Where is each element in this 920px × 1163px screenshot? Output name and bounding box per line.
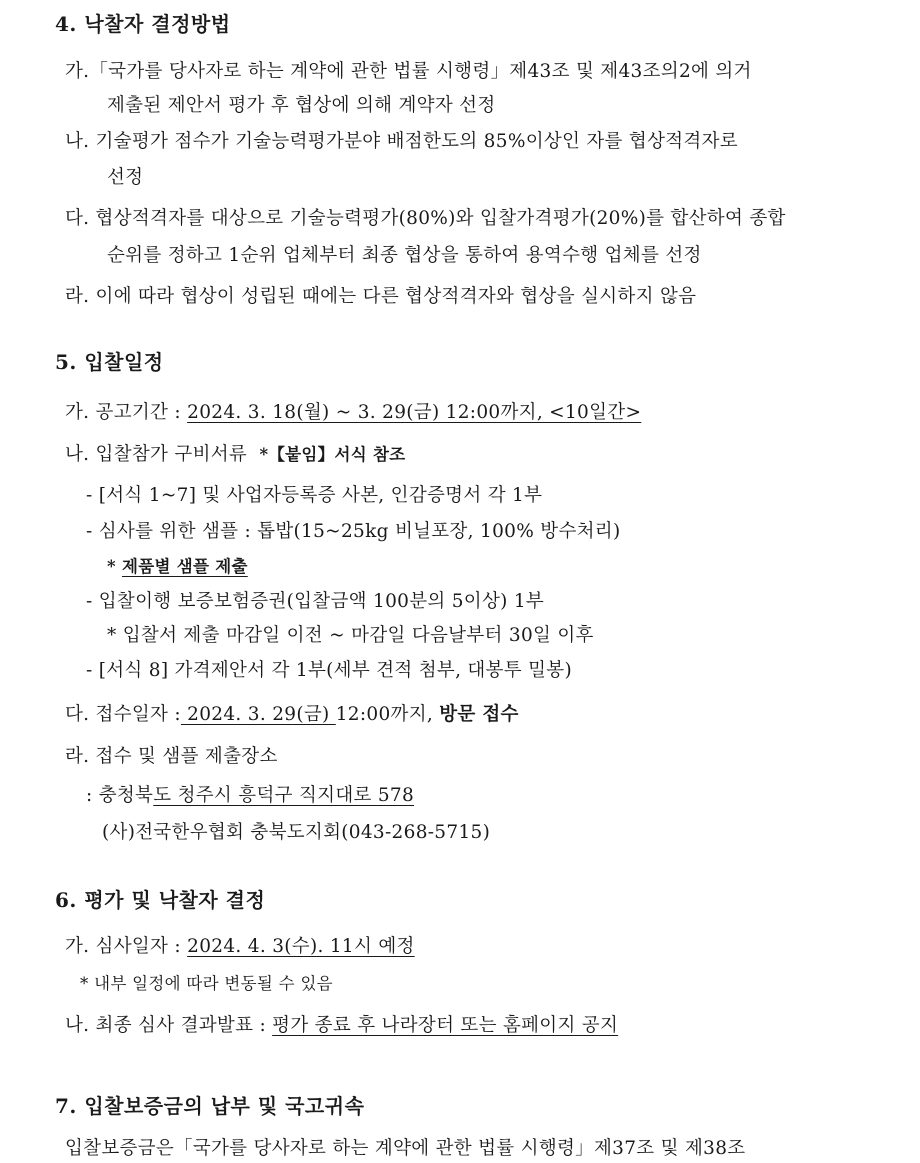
section-5-item-ra: 라. 접수 및 샘플 제출장소 xyxy=(65,746,278,767)
section-6-item-na xyxy=(65,1011,618,1037)
note-star: * xyxy=(107,557,122,576)
address-prefix: : 충청북 xyxy=(86,785,154,806)
section-4-item-da-line1: 다. 협상적격자를 대상으로 기술능력평가(80%)와 입찰가격평가(20%)를 합산하여 종합 xyxy=(65,208,786,229)
announcement-period-value: 2024. 3. 18(월) ~ 3. 29(금) 12:00까지, <10일간> xyxy=(187,402,642,423)
section-5-item-ga xyxy=(65,398,641,424)
receipt-time: 12:00까지, xyxy=(335,704,440,725)
review-date-label: 가. 심사일자 : xyxy=(65,936,188,957)
review-date-value: 2024. 4. 3(수). 11시 예정 xyxy=(187,936,415,957)
document-item-3: - 입찰이행 보증보험증권(입찰금액 100분의 5이상) 1부 xyxy=(86,591,545,612)
required-documents-note: *【붙임】서식 참조 xyxy=(259,445,406,464)
announcement-period-label: 가. 공고기간 : xyxy=(65,402,188,423)
section-5-title: 5. 입찰일정 xyxy=(55,350,164,374)
section-5-item-da xyxy=(65,700,519,726)
document-item-4: - [서식 8] 가격제안서 각 1부(세부 견적 첨부, 대봉투 밀봉) xyxy=(86,660,572,681)
sample-submission-note: 제품별 샘플 제출 xyxy=(121,557,248,576)
section-4-item-ga-line2: 제출된 제안서 평가 후 협상에 의해 계약자 선정 xyxy=(107,95,496,116)
document-item-2: - 심사를 위한 샘플 : 톱밥(15~25kg 비닐포장, 100% 방수처리) xyxy=(86,521,621,542)
section-6-title: 6. 평가 및 낙찰자 결정 xyxy=(55,888,266,912)
section-4-title: 4. 낙찰자 결정방법 xyxy=(55,12,231,36)
result-announcement-value: 평가 종료 후 나라장터 또는 홈페이지 공지 xyxy=(272,1015,619,1036)
section-4-item-ga-line1: 가.「국가를 당사자로 하는 계약에 관한 법률 시행령」제43조 및 제43조의2에 의거 xyxy=(65,61,752,82)
section-5-item-na xyxy=(65,440,405,466)
document-item-3-note: * 입찰서 제출 마감일 이전 ~ 마감일 다음날부터 30일 이후 xyxy=(107,625,594,646)
submission-address xyxy=(86,781,414,807)
document-item-1: - [서식 1~7] 및 사업자등록증 사본, 인감증명서 각 1부 xyxy=(86,485,543,506)
organization-contact: (사)전국한우협회 충북도지회(043-268-5715) xyxy=(102,822,491,843)
receipt-method: 방문 접수 xyxy=(439,704,519,725)
required-documents-label: 나. 입찰참가 구비서류 xyxy=(65,444,254,465)
section-7-body-line1: 입찰보증금은「국가를 당사자로 하는 계약에 관한 법률 시행령」제37조 및 제38조 xyxy=(65,1138,746,1159)
section-6-item-ga xyxy=(65,932,415,958)
section-4-item-da-line2: 순위를 정하고 1순위 업체부터 최종 협상을 통하여 용역수행 업체를 선정 xyxy=(107,245,702,266)
receipt-date-label: 다. 접수일자 : xyxy=(65,704,181,725)
section-7-title: 7. 입찰보증금의 납부 및 국고귀속 xyxy=(55,1094,365,1118)
section-4-item-na-line2: 선정 xyxy=(107,167,144,188)
document-item-2-note xyxy=(107,553,248,577)
section-4-item-ra: 라. 이에 따라 협상이 성립된 때에는 다른 협상적격자와 협상을 실시하지 않음 xyxy=(65,286,697,307)
address-underlined: 도 청주시 흥덕구 직지대로 578 xyxy=(153,785,415,806)
result-announcement-label: 나. 최종 심사 결과발표 : xyxy=(65,1015,273,1036)
schedule-change-note: * 내부 일정에 따라 변동될 수 있음 xyxy=(80,974,333,993)
receipt-date-value: 2024. 3. 29(금) xyxy=(180,704,336,725)
section-4-item-na-line1: 나. 기술평가 점수가 기술능력평가분야 배점한도의 85%이상인 자를 협상적격자로 xyxy=(65,131,738,152)
